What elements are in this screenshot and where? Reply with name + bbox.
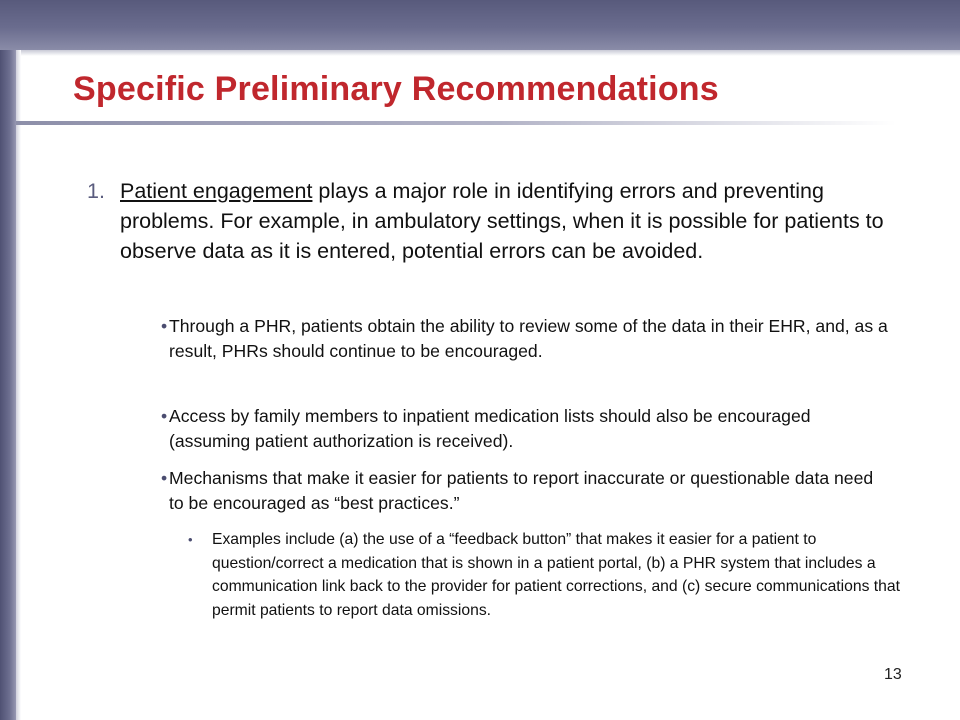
bullet-text: Through a PHR, patients obtain the ability to review some of the data in their EHR, and, as a result, PHRs should continue to be encouraged. [169, 316, 888, 361]
bullet-dot-icon: • [161, 468, 168, 488]
left-frame-band [0, 50, 16, 720]
bullet-text: Access by family members to inpatient medication lists should also be encouraged (assuming patient authorization is received). [169, 406, 811, 451]
bullet-item [161, 314, 891, 364]
left-frame-shadow [16, 50, 21, 720]
title-underline-rule [16, 121, 896, 125]
bullet-item [161, 404, 891, 454]
item-number: 1. [87, 179, 105, 203]
top-frame-shadow [0, 50, 960, 56]
bullet-text: Mechanisms that make it easier for patients to report inaccurate or questionable data need to be encouraged as “best practices.” [169, 468, 874, 513]
item-body: plays a major role in identifying errors and preventing problems. For example, in ambulatory settings, when it is possible for patients to observe data as it is entered, potential errors can be avoided. [120, 179, 884, 263]
slide-title: Specific Preliminary Recommendations [73, 70, 719, 108]
bullet-dot-icon: • [161, 406, 168, 426]
top-frame-band [0, 0, 960, 50]
bullet-dot-icon: • [161, 316, 168, 336]
item-keyword: Patient engagement [120, 179, 313, 203]
item-text [120, 176, 887, 266]
sub-bullet-dot-icon: • [188, 532, 193, 547]
page-number: 13 [884, 666, 902, 683]
sub-bullet-text: Examples include (a) the use of a “feedback button” that makes it easier for a patient to question/correct a medication that is shown in a patient portal, (b) a PHR system that includes a communication link back to the provider for patient corrections, and (c) secure communications that permit patients to report data omissions. [212, 531, 900, 619]
sub-bullet-item [188, 528, 908, 622]
recommendation-item-1 [87, 176, 887, 266]
bullet-item [161, 466, 891, 516]
